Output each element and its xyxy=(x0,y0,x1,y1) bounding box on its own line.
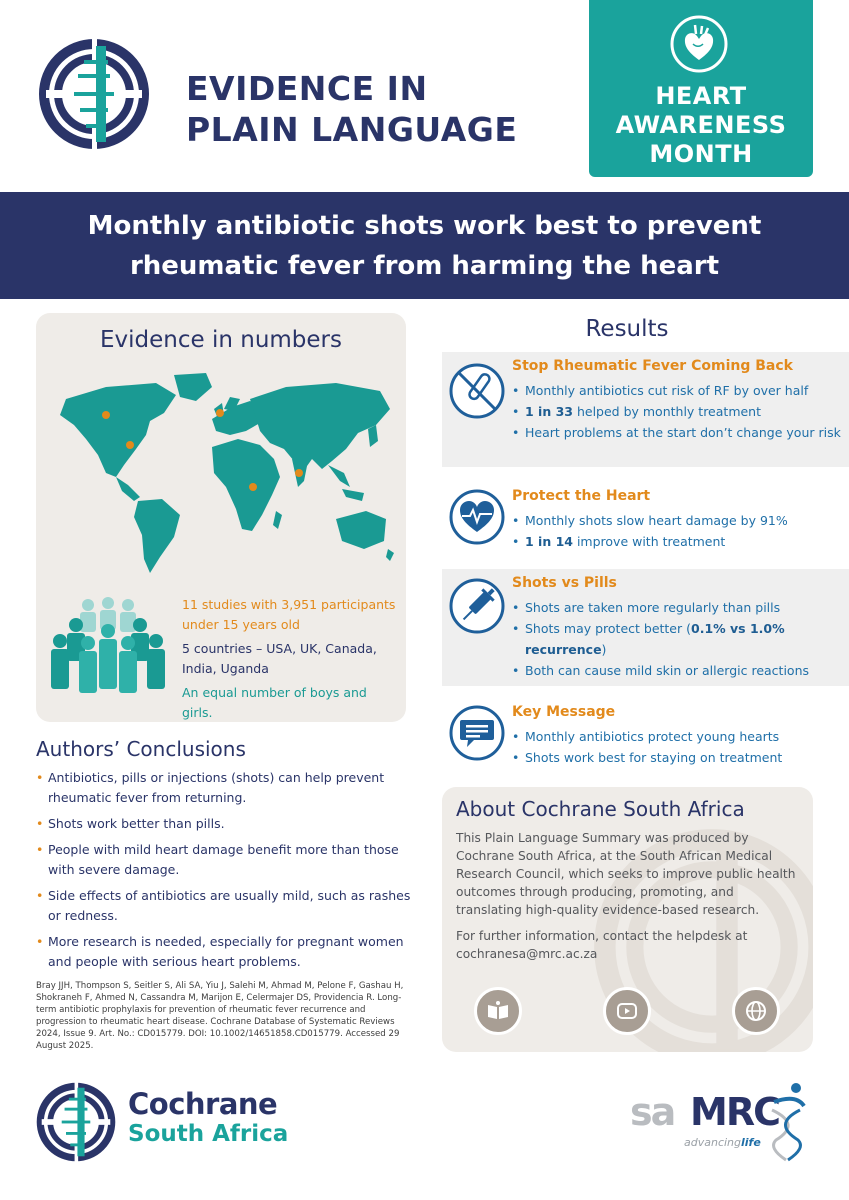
result-list xyxy=(512,597,842,681)
headline-banner xyxy=(0,192,849,299)
list-item: • Monthly shots slow heart damage by 91% xyxy=(512,510,842,531)
result-heading: Stop Rheumatic Fever Coming Back xyxy=(512,358,793,374)
evidence-numbers-title: Evidence in numbers xyxy=(100,327,342,353)
about-title: About Cochrane South Africa xyxy=(456,797,745,821)
about-paragraph: This Plain Language Summary was produced by Cochrane South Africa, at the South African Medical Research Council, which seeks to improve public health outcomes through producing, promoting, and translating high-quality evidence-based research. xyxy=(456,831,796,917)
stat-value: 0.1% vs 1.0% recurrence xyxy=(525,621,785,657)
samrc-tagline-bold: life xyxy=(741,1136,761,1149)
list-item: • More research is needed, especially for pregnant women and people with serious heart problems. xyxy=(36,932,416,972)
dna-figure-icon xyxy=(766,1080,810,1164)
about-card xyxy=(442,787,813,1052)
badge-line2: AWARENESS xyxy=(615,111,787,139)
list-item: • Side effects of antibiotics are usually mild, such as rashes or redness. xyxy=(36,886,416,926)
list-item xyxy=(512,618,842,660)
list-item: • Shots work best for staying on treatment xyxy=(512,747,842,768)
open-book-icon xyxy=(486,999,510,1023)
youtube-button[interactable] xyxy=(603,987,651,1035)
stat-text: ) xyxy=(601,642,607,657)
result-key-message xyxy=(442,698,849,770)
anatomical-heart-icon xyxy=(669,14,729,74)
headline-line2: rheumatic fever from harming the heart xyxy=(129,251,720,281)
world-map-icon xyxy=(46,369,398,579)
samrc-mrc: MRC xyxy=(690,1090,779,1134)
result-list xyxy=(512,726,842,768)
result-list xyxy=(512,510,842,552)
youtube-icon xyxy=(615,999,639,1023)
result-stop-rf xyxy=(442,352,849,467)
list-item xyxy=(512,401,842,422)
list-item: • Monthly antibiotics protect young hearts xyxy=(512,726,842,747)
chat-bubble-icon xyxy=(448,704,506,762)
list-item: • Monthly antibiotics cut risk of RF by over half xyxy=(512,380,842,401)
list-item: • Antibiotics, pills or injections (shots) can help prevent rheumatic fever from returning. xyxy=(36,768,416,808)
cochrane-logo-icon xyxy=(38,38,150,150)
stat-text: helped by monthly treatment xyxy=(572,404,762,419)
about-body xyxy=(456,829,801,971)
result-heading: Key Message xyxy=(512,704,616,720)
cochrane-footer-logo-icon xyxy=(36,1082,116,1162)
samrc-sa: sa xyxy=(630,1090,675,1134)
stat-text: Shots may protect better ( xyxy=(525,621,691,636)
stat-value: 1 in 14 xyxy=(525,534,573,549)
stat-countries: 5 countries – USA, UK, Canada, India, Uganda xyxy=(182,641,377,676)
syringe-icon xyxy=(448,577,506,635)
result-heading: Protect the Heart xyxy=(512,488,651,504)
headline-line1: Monthly antibiotic shots work best to prevent xyxy=(87,211,762,241)
globe-icon xyxy=(744,999,768,1023)
result-protect-heart xyxy=(442,482,849,554)
list-item: • Both can cause mild skin or allergic reactions xyxy=(512,660,842,681)
list-item: • Shots are taken more regularly than pills xyxy=(512,597,842,618)
no-thermometer-icon xyxy=(448,362,506,420)
list-item: • People with mild heart damage benefit more than those with severe damage. xyxy=(36,840,416,880)
citation-text: Bray JJH, Thompson S, Seitler S, Ali SA, Yiu J, Salehi M, Ahmad M, Pelone F, Gashau H, Shokraneh F, Ahmed N, Cassandra M, Marijon E, Celermajer DS, Providencia R. Long-term antibiotic prophylaxis for prevention of rheumatic fever recurrence and progression to rheumatic heart disease. Cochrane Database of Systematic Reviews 2024, Issue 9. Art. No.: CD015779. DOI: 10.1002/14651858.CD015779. Accessed 29 August 2025. xyxy=(36,981,404,1051)
page-title-line1: EVIDENCE IN xyxy=(186,69,428,108)
page-title-line2: PLAIN LANGUAGE xyxy=(186,110,518,149)
people-group-icon xyxy=(48,595,168,695)
stat-text: improve with treatment xyxy=(572,534,726,549)
stat-value: 1 in 33 xyxy=(525,404,573,419)
badge-line3: MONTH xyxy=(649,140,753,168)
cochrane-wordmark xyxy=(128,1088,288,1148)
evidence-numbers-card xyxy=(36,313,406,722)
samrc-tagline xyxy=(684,1136,761,1149)
samrc-tagline-pre: advancing xyxy=(684,1136,742,1149)
result-shots-vs-pills xyxy=(442,569,849,686)
page-title xyxy=(186,68,517,150)
evidence-stats xyxy=(182,595,398,727)
about-contact: For further information, contact the helpdesk at cochranesa@mrc.ac.za xyxy=(456,929,748,961)
list-item: • Heart problems at the start don’t change your risk xyxy=(512,422,842,443)
result-heading: Shots vs Pills xyxy=(512,575,617,591)
conclusions-title: Authors’ Conclusions xyxy=(36,737,246,761)
heart-awareness-text xyxy=(589,82,813,169)
results-title: Results xyxy=(585,316,669,342)
cochrane-region: South Africa xyxy=(128,1121,289,1147)
result-list xyxy=(512,380,842,443)
list-item: • Shots work better than pills. xyxy=(36,814,416,834)
conclusions-list xyxy=(36,768,416,978)
cochrane-name: Cochrane xyxy=(128,1087,278,1121)
website-button[interactable] xyxy=(732,987,780,1035)
heart-awareness-badge xyxy=(589,0,813,177)
list-item xyxy=(512,531,842,552)
heart-pulse-icon xyxy=(448,488,506,546)
stat-studies: 11 studies with 3,951 participants under 15 years old xyxy=(182,597,396,632)
book-icon-button[interactable] xyxy=(474,987,522,1035)
stat-gender: An equal number of boys and girls. xyxy=(182,685,367,720)
samrc-logo xyxy=(630,1080,810,1164)
badge-line1: HEART xyxy=(655,82,747,110)
